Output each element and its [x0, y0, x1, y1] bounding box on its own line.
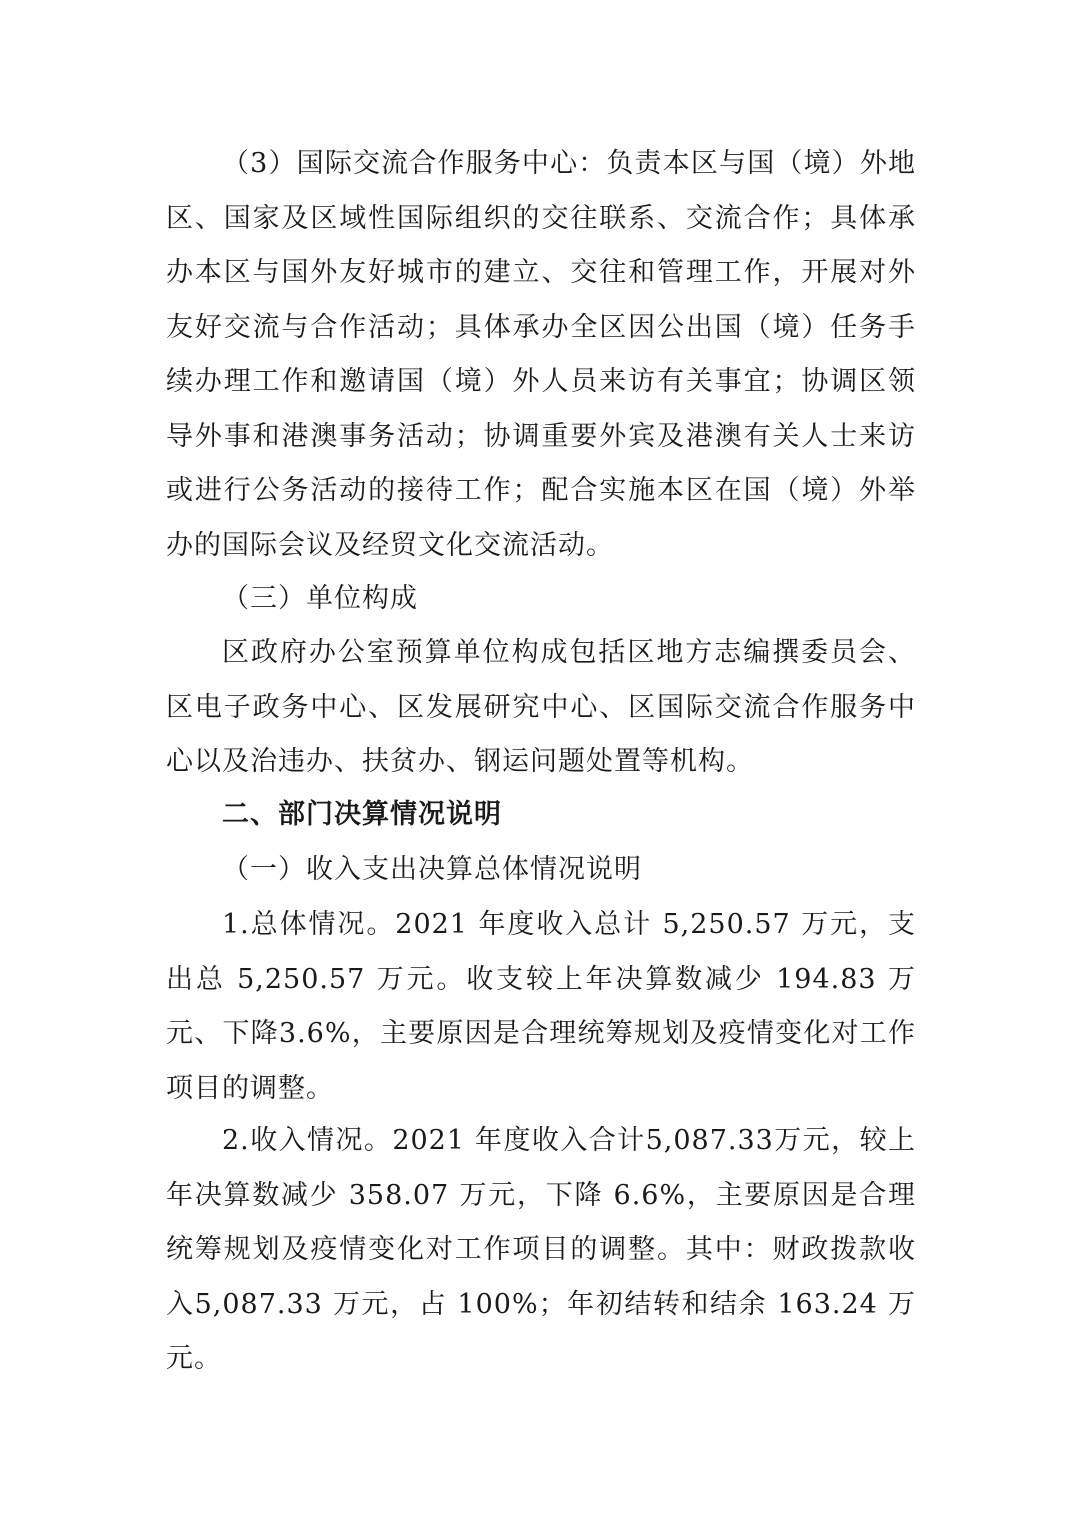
paragraph-overall-situation: 1.总体情况。2021 年度收入总计 5,250.57 万元，支出总 5,250.57 万元。收支较上年决算数减少 194.83 万元、下降3.6%，主要原因是合理统筹规划及疫情变化对工作项目的调整。 — [166, 909, 916, 1104]
heading-overall-summary: （一）收入支出决算总体情况说明 — [222, 854, 642, 885]
paragraph-unit-composition: 区政府办公室预算单位构成包括区地方志编撰委员会、区电子政务中心、区发展研究中心、区国际交流合作服务中心以及治违办、扶贫办、钢运问题处置等机构。 — [166, 637, 916, 777]
paragraph-intl-exchange-center: （3）国际交流合作服务中心：负责本区与国（境）外地区、国家及区域性国际组织的交往联系、交流合作；具体承办本区与国外友好城市的建立、交往和管理工作，开展对外友好交流与合作活动；具体承办全区因公出国（境）任务手续办理工作和邀请国（境）外人员来访有关事宜；协调区领导外事和港澳事务活动；协调重要外宾及港澳有关人士来访或进行公务活动的接待工作；配合实施本区在国（境）外举办的国际会议及经贸文化交流活动。 — [166, 148, 916, 561]
heading-unit-composition: （三）单位构成 — [222, 583, 418, 614]
paragraph-income-situation: 2.收入情况。2021 年度收入合计5,087.33万元，较上年决算数减少 358.07 万元，下降 6.6%，主要原因是合理统筹规划及疫情变化对工作项目的调整。其中：财政拨款收入5,087.33 万元，占 100%；年初结转和结余 163.24 万元。 — [166, 1125, 916, 1374]
heading-section-two: 二、部门决算情况说明 — [222, 799, 502, 830]
